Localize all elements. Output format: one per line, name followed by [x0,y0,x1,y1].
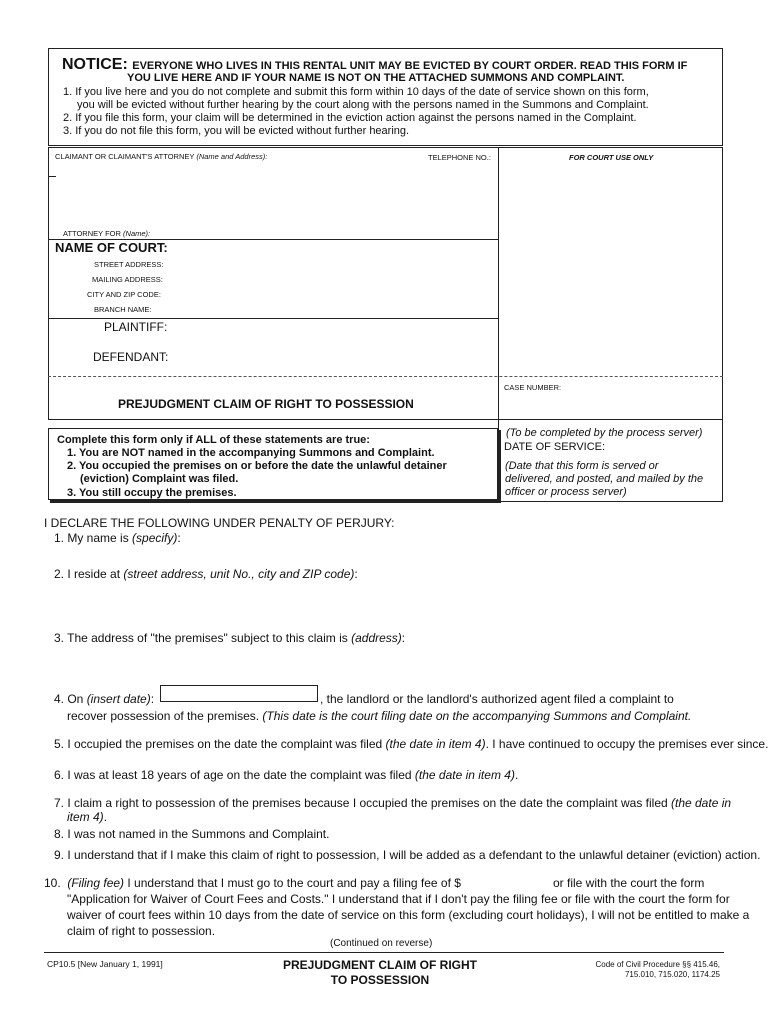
service-desc-3: officer or process server) [505,486,627,498]
footer-title-2: TO POSSESSION [330,973,430,987]
item-9: 9. I understand that if I make this claim of right to possession, I will be added as a defendant to the unlawful detainer (eviction) action. [54,848,761,862]
date-of-service-label: DATE OF SERVICE: [504,441,606,453]
conditions-heading: Complete this form only if ALL of these statements are true: [57,434,370,446]
plaintiff-label: PLAINTIFF: [104,320,168,334]
item-8: 8. I was not named in the Summons and Complaint. [54,827,330,841]
name-field[interactable] [180,529,720,547]
item-3: 3. The address of "the premises" subject to this claim is (address): [54,631,406,645]
attorney-for-label: ATTORNEY FOR (Name): [63,229,151,238]
mailing-address-label: MAILING ADDRESS: [92,275,163,284]
condition-3: 3. You still occupy the premises. [67,487,237,499]
claimant-marker [48,176,56,177]
court-name-label: NAME OF COURT: [55,240,168,255]
continued-note: (Continued on reverse) [330,938,433,949]
footer-title-1: PREJUDGMENT CLAIM OF RIGHT [283,958,477,972]
notice-item1b: you will be evicted without further hearing by the court along with the persons named in the Summons and Complaint. [77,99,649,111]
declaration-heading: I DECLARE THE FOLLOWING UNDER PENALTY OF PERJURY: [44,516,395,530]
item-10-line4: claim of right to possession. [67,924,216,938]
notice-label: NOTICE: [62,56,128,73]
claimant-field[interactable] [56,164,494,226]
item-5: 5. I occupied the premises on the date the complaint was filed (the date in item 4). I have continued to occupy the premises ever since. [54,737,769,751]
item-4-line2: recover possession of the premises. (This date is the court filing date on the accompanying Summons and Complaint. [67,709,692,723]
service-desc-1: (Date that this form is served or [505,460,659,472]
notice-item1a: 1. If you live here and you do not complete and submit this form within 10 days of the date of service shown on this form, [63,86,649,98]
city-zip-label: CITY AND ZIP CODE: [87,290,161,299]
footer-rule [44,952,724,953]
item-7-line2: item 4). [67,810,108,824]
case-number-label: CASE NUMBER: [504,383,562,392]
form-title: PREJUDGMENT CLAIM OF RIGHT TO POSSESSION [118,397,414,411]
item-2: 2. I reside at (street address, unit No., city and ZIP code): [54,567,358,581]
condition-2b: (eviction) Complaint was filed. [80,473,239,485]
street-address-label: STREET ADDRESS: [94,260,164,269]
condition-2a: 2. You occupied the premises on or before the date the unlawful detainer [67,460,447,472]
service-note: (To be completed by the process server) [506,427,703,439]
item-7: 7. I claim a right to possession of the premises because I occupied the premises on the date the complaint was filed (the date in [54,796,732,810]
notice-line1: EVERYONE WHO LIVES IN THIS RENTAL UNIT MAY BE EVICTED BY COURT ORDER. READ THIS FORM IF [132,60,688,72]
item-10-line3: waiver of court fees within 10 days from the date of service on this form (excluding court holidays), I will not be entitled to make a [67,908,750,922]
code-reference-2: 715.010, 715.020, 1174.25 [624,970,720,979]
condition-1: 1. You are NOT named in the accompanying Summons and Complaint. [67,447,435,459]
item-4-continued: , the landlord or the landlord's authorized agent filed a complaint to [320,692,674,706]
item-1: 1. My name is (specify): [54,531,181,545]
notice-line2: YOU LIVE HERE AND IF YOUR NAME IS NOT ON THE ATTACHED SUMMONS AND COMPLAINT. [127,72,625,84]
service-desc-2: delivered, and posted, and mailed by the [505,473,704,485]
notice-item2: 2. If you file this form, your claim will be determined in the eviction action against the persons named in the Complaint. [63,112,637,124]
defendant-label: DEFENDANT: [93,350,169,364]
court-use-label: FOR COURT USE ONLY [569,153,654,162]
item-10-line2: "Application for Waiver of Court Fees and Costs." I understand that if I don't pay the filing fee or file with the court the form for [67,892,730,906]
filing-fee-field[interactable] [446,874,546,890]
complaint-date-input[interactable] [160,685,318,702]
claimant-label: CLAIMANT OR CLAIMANT'S ATTORNEY (Name and Address): [55,152,268,161]
premises-address-field[interactable] [388,629,720,669]
item-10: 10. (Filing fee) I understand that I must go to the court and pay a filing fee of $ [44,876,461,890]
telephone-label: TELEPHONE NO.: [428,153,491,162]
item-6: 6. I was at least 18 years of age on the date the complaint was filed (the date in item 4). [54,768,519,782]
code-reference-1: Code of Civil Procedure §§ 415.46, [595,960,720,969]
branch-name-label: BRANCH NAME: [94,305,152,314]
item-4: 4. On (insert date): [54,692,155,706]
residence-field[interactable] [345,565,720,605]
form-id: CP10.5 [New January 1, 1991] [47,959,163,969]
notice-item3: 3. If you do not file this form, you will be evicted without further hearing. [63,125,410,137]
item-10-continued: or file with the court the form [553,876,705,890]
